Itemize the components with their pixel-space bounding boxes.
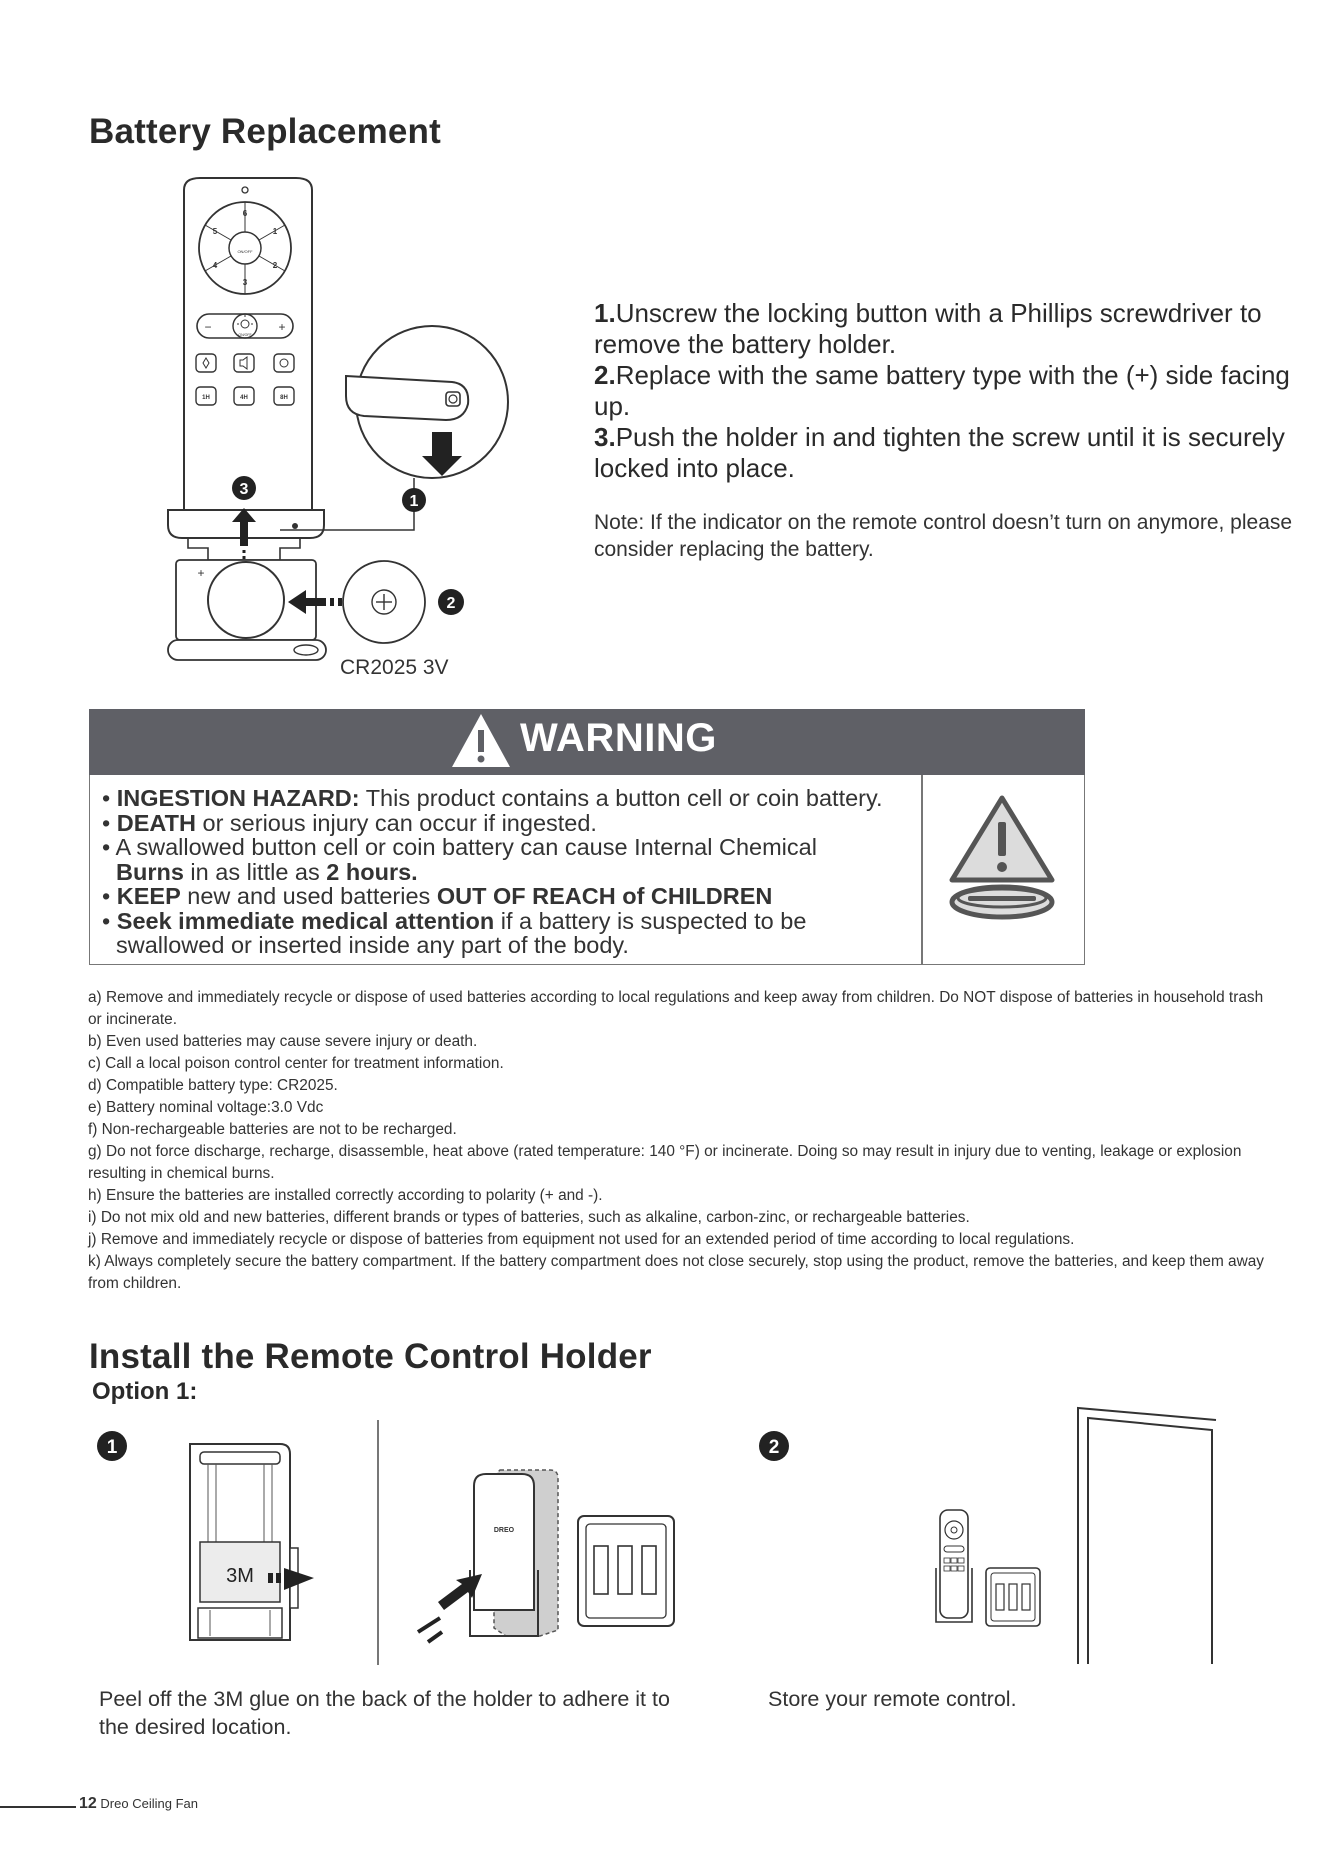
page-number: 12 bbox=[79, 1795, 97, 1812]
battery-section-title: Battery Replacement bbox=[89, 112, 441, 151]
warning-item-3-cont: Burns in as little as 2 hours. bbox=[116, 858, 418, 885]
glue-label: 3M bbox=[226, 1565, 254, 1587]
step-1: 1.Unscrew the locking button with a Phillips screwdriver to remove the battery holder. bbox=[594, 298, 1262, 359]
install-divider bbox=[377, 1420, 379, 1665]
door-frame bbox=[1078, 1408, 1216, 1664]
option-label: Option 1: bbox=[92, 1378, 198, 1405]
svg-text:2: 2 bbox=[446, 595, 456, 612]
wheel-label-6: 6 bbox=[242, 209, 248, 218]
wheel-center-label: ON/OFF bbox=[237, 249, 253, 254]
holder-plus-sign: + bbox=[197, 566, 205, 580]
footer-text: Dreo Ceiling Fan bbox=[100, 1796, 198, 1811]
battery-slot bbox=[208, 562, 284, 638]
battery-replacement-diagram bbox=[160, 170, 580, 690]
step-3: 3.Push the holder in and tighten the screw until it is securely locked into place. bbox=[594, 422, 1285, 483]
battery-safety-list bbox=[88, 987, 1278, 1295]
svg-text:3: 3 bbox=[239, 481, 249, 498]
svg-text:8H: 8H bbox=[280, 395, 288, 401]
wheel-label-5: 5 bbox=[212, 227, 218, 236]
caption-step-2: Store your remote control. bbox=[768, 1687, 1017, 1711]
warning-item-3: • A swallowed button cell or coin battery can cause Internal Chemical bbox=[102, 834, 817, 860]
safety-item-c: c) Call a local poison control center for treatment information. bbox=[88, 1055, 504, 1072]
wheel-label-2: 2 bbox=[272, 261, 278, 270]
brand-label: DREO bbox=[493, 1527, 515, 1534]
page-footer bbox=[79, 1795, 198, 1813]
safety-item-d: d) Compatible battery type: CR2025. bbox=[88, 1077, 338, 1094]
warning-item-5: • Seek immediate medical attention if a battery is suspected to be bbox=[102, 907, 807, 934]
safety-item-i: i) Do not mix old and new batteries, different brands or types of batteries, such as alkaline, carbon-zinc, or rechargeable batteries. bbox=[88, 1209, 970, 1226]
caption-step-1: Peel off the 3M glue on the back of the holder to adhere it to the desired location. bbox=[99, 1687, 670, 1739]
svg-text:2: 2 bbox=[768, 1437, 780, 1458]
safety-item-e: e) Battery nominal voltage:3.0 Vdc bbox=[88, 1099, 324, 1116]
svg-text:1: 1 bbox=[409, 493, 419, 510]
step-marker-2 bbox=[758, 1430, 790, 1462]
stored-remote bbox=[940, 1510, 968, 1618]
safety-item-a: a) Remove and immediately recycle or dispose of used batteries according to local regulations and keep away from children. Do NOT dispose of batteries in household trash or incinerate. bbox=[88, 989, 1264, 1028]
step-marker-1 bbox=[96, 1430, 128, 1462]
warning-item-4: • KEEP new and used batteries OUT OF REACH of CHILDREN bbox=[102, 883, 773, 909]
svg-text:1: 1 bbox=[106, 1437, 118, 1458]
warning-item-2: • DEATH or serious injury can occur if ingested. bbox=[102, 809, 597, 836]
safety-item-f: f) Non-rechargeable batteries are not to be recharged. bbox=[88, 1121, 457, 1138]
stored-remote-illustration bbox=[920, 1400, 1220, 1670]
wheel-label-4: 4 bbox=[212, 261, 218, 270]
warning-item-1: • INGESTION HAZARD: This product contains a button cell or coin battery. bbox=[102, 785, 883, 811]
holder-mounting-illustration bbox=[410, 1460, 680, 1660]
warning-triangle-icon bbox=[450, 712, 512, 770]
replacement-note: Note: If the indicator on the remote control doesn’t turn on anymore, please consider replacing the battery. bbox=[594, 511, 1293, 561]
holder-base bbox=[168, 640, 326, 660]
safety-item-g: g) Do not force discharge, recharge, disassemble, heat above (rated temperature: 140 °F) or incinerate. Doing so may result in injury due to venting, leakage or explosion resulting in chemical burns. bbox=[88, 1143, 1242, 1182]
safety-item-k: k) Always completely secure the battery compartment. If the battery compartment does not close securely, stop using the product, remove the batteries, and keep them away from children. bbox=[88, 1253, 1264, 1292]
minus-label: − bbox=[204, 320, 212, 334]
step-2: 2.Replace with the same battery type with the (+) side facing up. bbox=[594, 360, 1290, 421]
footer-rule bbox=[0, 1806, 76, 1808]
warning-title: WARNING bbox=[520, 716, 717, 760]
warning-divider bbox=[921, 775, 923, 964]
locking-screw bbox=[446, 392, 460, 406]
safety-item-b: b) Even used batteries may cause severe injury or death. bbox=[88, 1033, 478, 1050]
battery-type-label: CR2025 3V bbox=[340, 656, 449, 679]
wheel-label-3: 3 bbox=[242, 278, 248, 287]
warning-list bbox=[102, 786, 912, 958]
safety-item-h: h) Ensure the batteries are installed correctly according to polarity (+ and -). bbox=[88, 1187, 603, 1204]
warning-triangle-battery-icon bbox=[944, 790, 1064, 926]
safety-item-j: j) Remove and immediately recycle or dispose of batteries from equipment not used for an extended period of time according to local regulations. bbox=[88, 1231, 1075, 1248]
wheel-label-1: 1 bbox=[272, 227, 278, 236]
svg-text:4H: 4H bbox=[240, 395, 248, 401]
svg-text:1H: 1H bbox=[202, 395, 210, 401]
warning-item-5-cont: swallowed or inserted inside any part of the body. bbox=[116, 932, 629, 958]
arrow-right-icon bbox=[284, 1568, 314, 1590]
plus-label: + bbox=[278, 320, 286, 334]
install-section-title: Install the Remote Control Holder bbox=[89, 1337, 652, 1376]
power-label: ON/OFF bbox=[238, 333, 252, 337]
replacement-steps bbox=[594, 298, 1294, 484]
holder-3m-illustration bbox=[180, 1440, 340, 1650]
